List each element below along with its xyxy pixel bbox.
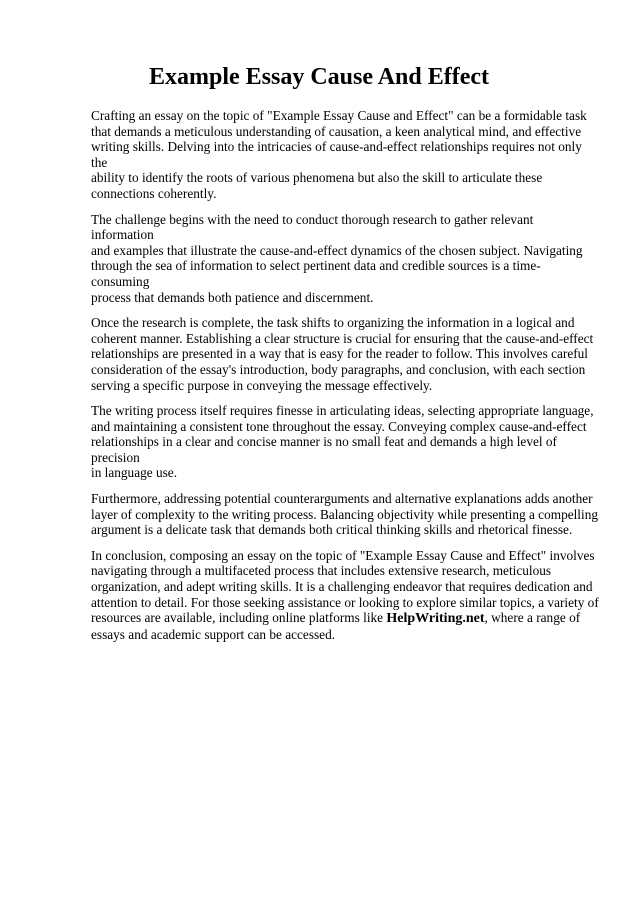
paragraph-6-after-link: , where a range of essays and academic support can be accessed. [91, 610, 581, 642]
helpwriting-link[interactable]: HelpWriting.net [386, 611, 485, 627]
paragraph-3: Once the research is complete, the task shifts to organizing the information in a logical and coherent manner. Establishing a clear structure is crucial for ensuring that the cause-and-effect relationships are presented in a way that is easy for the reader to follow. This involves careful consideration of the essay's introduction, body paragraphs, and conclusion, with each section serving a specific purpose in conveying the message effectively. [91, 315, 594, 393]
paragraph-4: The writing process itself requires finesse in articulating ideas, selecting appropriate language, and maintaining a consistent tone throughout the essay. Conveying complex cause-and-effect relationships in a clear and concise manner is no small feat and demands a high level of precision in language use. [91, 403, 594, 481]
document-body [91, 108, 599, 652]
paragraph-6-before-link: In conclusion, composing an essay on the topic of "Example Essay Cause and Effect" involves navigating through a multifaceted process that includes extensive research, meticulous organization, and adept writing skills. It is a challenging endeavor that requires dedication and attention to detail. For those seeking assistance or looking to explore similar topics, a variety of resources are available, including online platforms like [91, 547, 599, 626]
paragraph-6 [91, 548, 599, 643]
document-title: Example Essay Cause And Effect [148, 64, 490, 90]
paragraph-5: Furthermore, addressing potential counterarguments and alternative explanations adds another layer of complexity to the writing process. Balancing objectivity while presenting a compelling argument is a delicate task that demands both critical thinking skills and rhetorical finesse. [91, 491, 598, 538]
paragraph-2: The challenge begins with the need to conduct thorough research to gather relevant information and examples that illustrate the cause-and-effect dynamics of the chosen subject. Navigating through the sea of information to select pertinent data and credible sources is a time-consuming process that demands both patience and discernment. [91, 211, 583, 305]
paragraph-1: Crafting an essay on the topic of "Example Essay Cause and Effect" can be a formidable task that demands a meticulous understanding of causation, a keen analytical mind, and effective writing skills. Delving into the intricacies of cause-and-effect relationships requires not only the ability to identify the roots of various phenomena but also the skill to articulate these connections coherently. [91, 108, 587, 201]
